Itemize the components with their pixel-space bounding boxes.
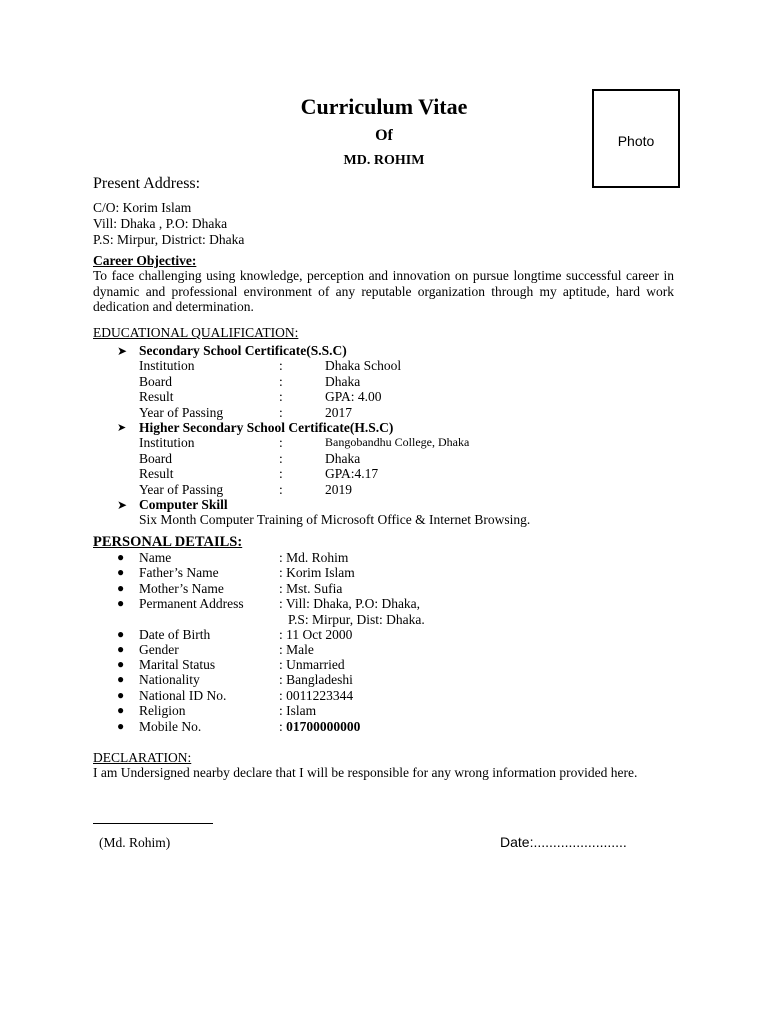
personal-label: Father’s Name <box>139 565 219 580</box>
arrow-bullet-icon: ➤ <box>117 422 127 434</box>
bullet-icon: ● <box>117 657 125 671</box>
photo-box <box>592 89 680 188</box>
computer-skill-text: Six Month Computer Training of Microsoft Office & Internet Browsing. <box>139 512 531 527</box>
edu-colon: : <box>279 405 283 420</box>
personal-value: : 11 Oct 2000 <box>279 627 353 642</box>
edu-value: Dhaka School <box>325 358 402 373</box>
personal-label: Marital Status <box>139 657 216 672</box>
personal-value: : Mst. Sufia <box>279 581 343 596</box>
cv-name: MD. ROHIM <box>343 153 425 168</box>
personal-label: Date of Birth <box>139 627 211 642</box>
personal-label: Religion <box>139 703 186 718</box>
cv-of: Of <box>375 127 393 144</box>
edu-value: 2019 <box>325 482 352 497</box>
edu-label: Year of Passing <box>139 405 224 420</box>
address-line: C/O: Korim Islam <box>93 200 192 215</box>
bullet-icon: ● <box>117 672 125 686</box>
arrow-bullet-icon: ➤ <box>117 498 128 512</box>
edu-value: Dhaka <box>325 451 361 466</box>
computer-skill-title: Computer Skill <box>139 497 228 512</box>
edu-colon: : <box>279 482 283 497</box>
personal-value-continued: P.S: Mirpur, Dist: Dhaka. <box>288 612 425 627</box>
personal-label: Mobile No. <box>139 719 202 734</box>
edu-colon: : <box>279 451 283 466</box>
personal-label: Permanent Address <box>139 596 244 611</box>
mobile-value <box>279 719 360 735</box>
declaration-heading: DECLARATION: <box>93 750 192 765</box>
edu-label: Institution <box>139 435 195 450</box>
edu-colon: : <box>279 466 283 481</box>
personal-value: : Islam <box>279 703 317 718</box>
address-line: P.S: Mirpur, District: Dhaka <box>93 232 245 247</box>
edu-label: Result <box>139 389 174 404</box>
mobile-prefix: : <box>279 719 287 734</box>
personal-value: : Korim Islam <box>279 565 355 580</box>
career-objective-heading: Career Objective: <box>93 253 197 268</box>
bullet-icon: ● <box>117 565 125 579</box>
edu-value: GPA: 4.00 <box>325 389 382 404</box>
personal-details-heading: PERSONAL DETAILS: <box>93 534 243 550</box>
edu-label: Year of Passing <box>139 482 224 497</box>
edu-label: Institution <box>139 358 195 373</box>
edu-value: Bangobandhu College, Dhaka <box>325 435 470 449</box>
present-address-heading: Present Address: <box>93 175 201 192</box>
arrow-bullet-icon: ➤ <box>117 344 128 358</box>
edu-value: Dhaka <box>325 374 361 389</box>
personal-value: : 0011223344 <box>279 688 354 703</box>
edu-colon: : <box>279 389 283 404</box>
date-field: Date:........................ <box>500 834 627 850</box>
declaration-text: I am Undersigned nearby declare that I will be responsible for any wrong information provided here. <box>93 765 638 780</box>
edu-label: Board <box>139 451 172 466</box>
personal-value: : Md. Rohim <box>279 550 349 565</box>
personal-value: : Male <box>279 642 314 657</box>
edu-colon: : <box>279 358 283 373</box>
photo-label: Photo <box>617 133 655 149</box>
bullet-icon: ● <box>117 550 125 564</box>
cv-title: Curriculum Vitae <box>300 94 468 119</box>
education-heading: EDUCATIONAL QUALIFICATION: <box>93 325 299 340</box>
address-line: Vill: Dhaka , P.O: Dhaka <box>93 216 228 231</box>
signature-name: (Md. Rohim) <box>99 835 171 850</box>
edu-value: GPA:4.17 <box>325 466 379 481</box>
personal-label: Mother’s Name <box>139 581 224 596</box>
signature-line <box>93 823 213 824</box>
mobile-number: 01700000000 <box>286 719 361 734</box>
personal-value: : Vill: Dhaka, P.O: Dhaka, <box>279 596 421 611</box>
edu-label: Board <box>139 374 172 389</box>
personal-value: : Unmarried <box>279 657 345 672</box>
edu-label: Result <box>139 466 174 481</box>
bullet-icon: ● <box>117 627 125 641</box>
bullet-icon: ● <box>117 703 125 717</box>
personal-label: Nationality <box>139 672 200 687</box>
career-objective-text: To face challenging using knowledge, perception and innovation on pursue longtime successful career in dynamic and professional environment of any reputable organization through my aptitude, hard work dedication and determination. <box>93 268 674 314</box>
personal-value: : Bangladeshi <box>279 672 353 687</box>
edu-colon: : <box>279 374 283 389</box>
ssc-title: Secondary School Certificate(S.S.C) <box>139 343 347 358</box>
edu-value: 2017 <box>325 405 352 420</box>
edu-colon: : <box>279 435 283 450</box>
bullet-icon: ● <box>117 596 125 610</box>
bullet-icon: ● <box>117 581 125 595</box>
bullet-icon: ● <box>117 719 125 733</box>
bullet-icon: ● <box>117 642 125 656</box>
hsc-title: Higher Secondary School Certificate(H.S.C) <box>139 420 394 435</box>
personal-label: National ID No. <box>139 688 227 703</box>
personal-label: Name <box>139 550 172 565</box>
bullet-icon: ● <box>117 688 125 702</box>
personal-label: Gender <box>139 642 179 657</box>
